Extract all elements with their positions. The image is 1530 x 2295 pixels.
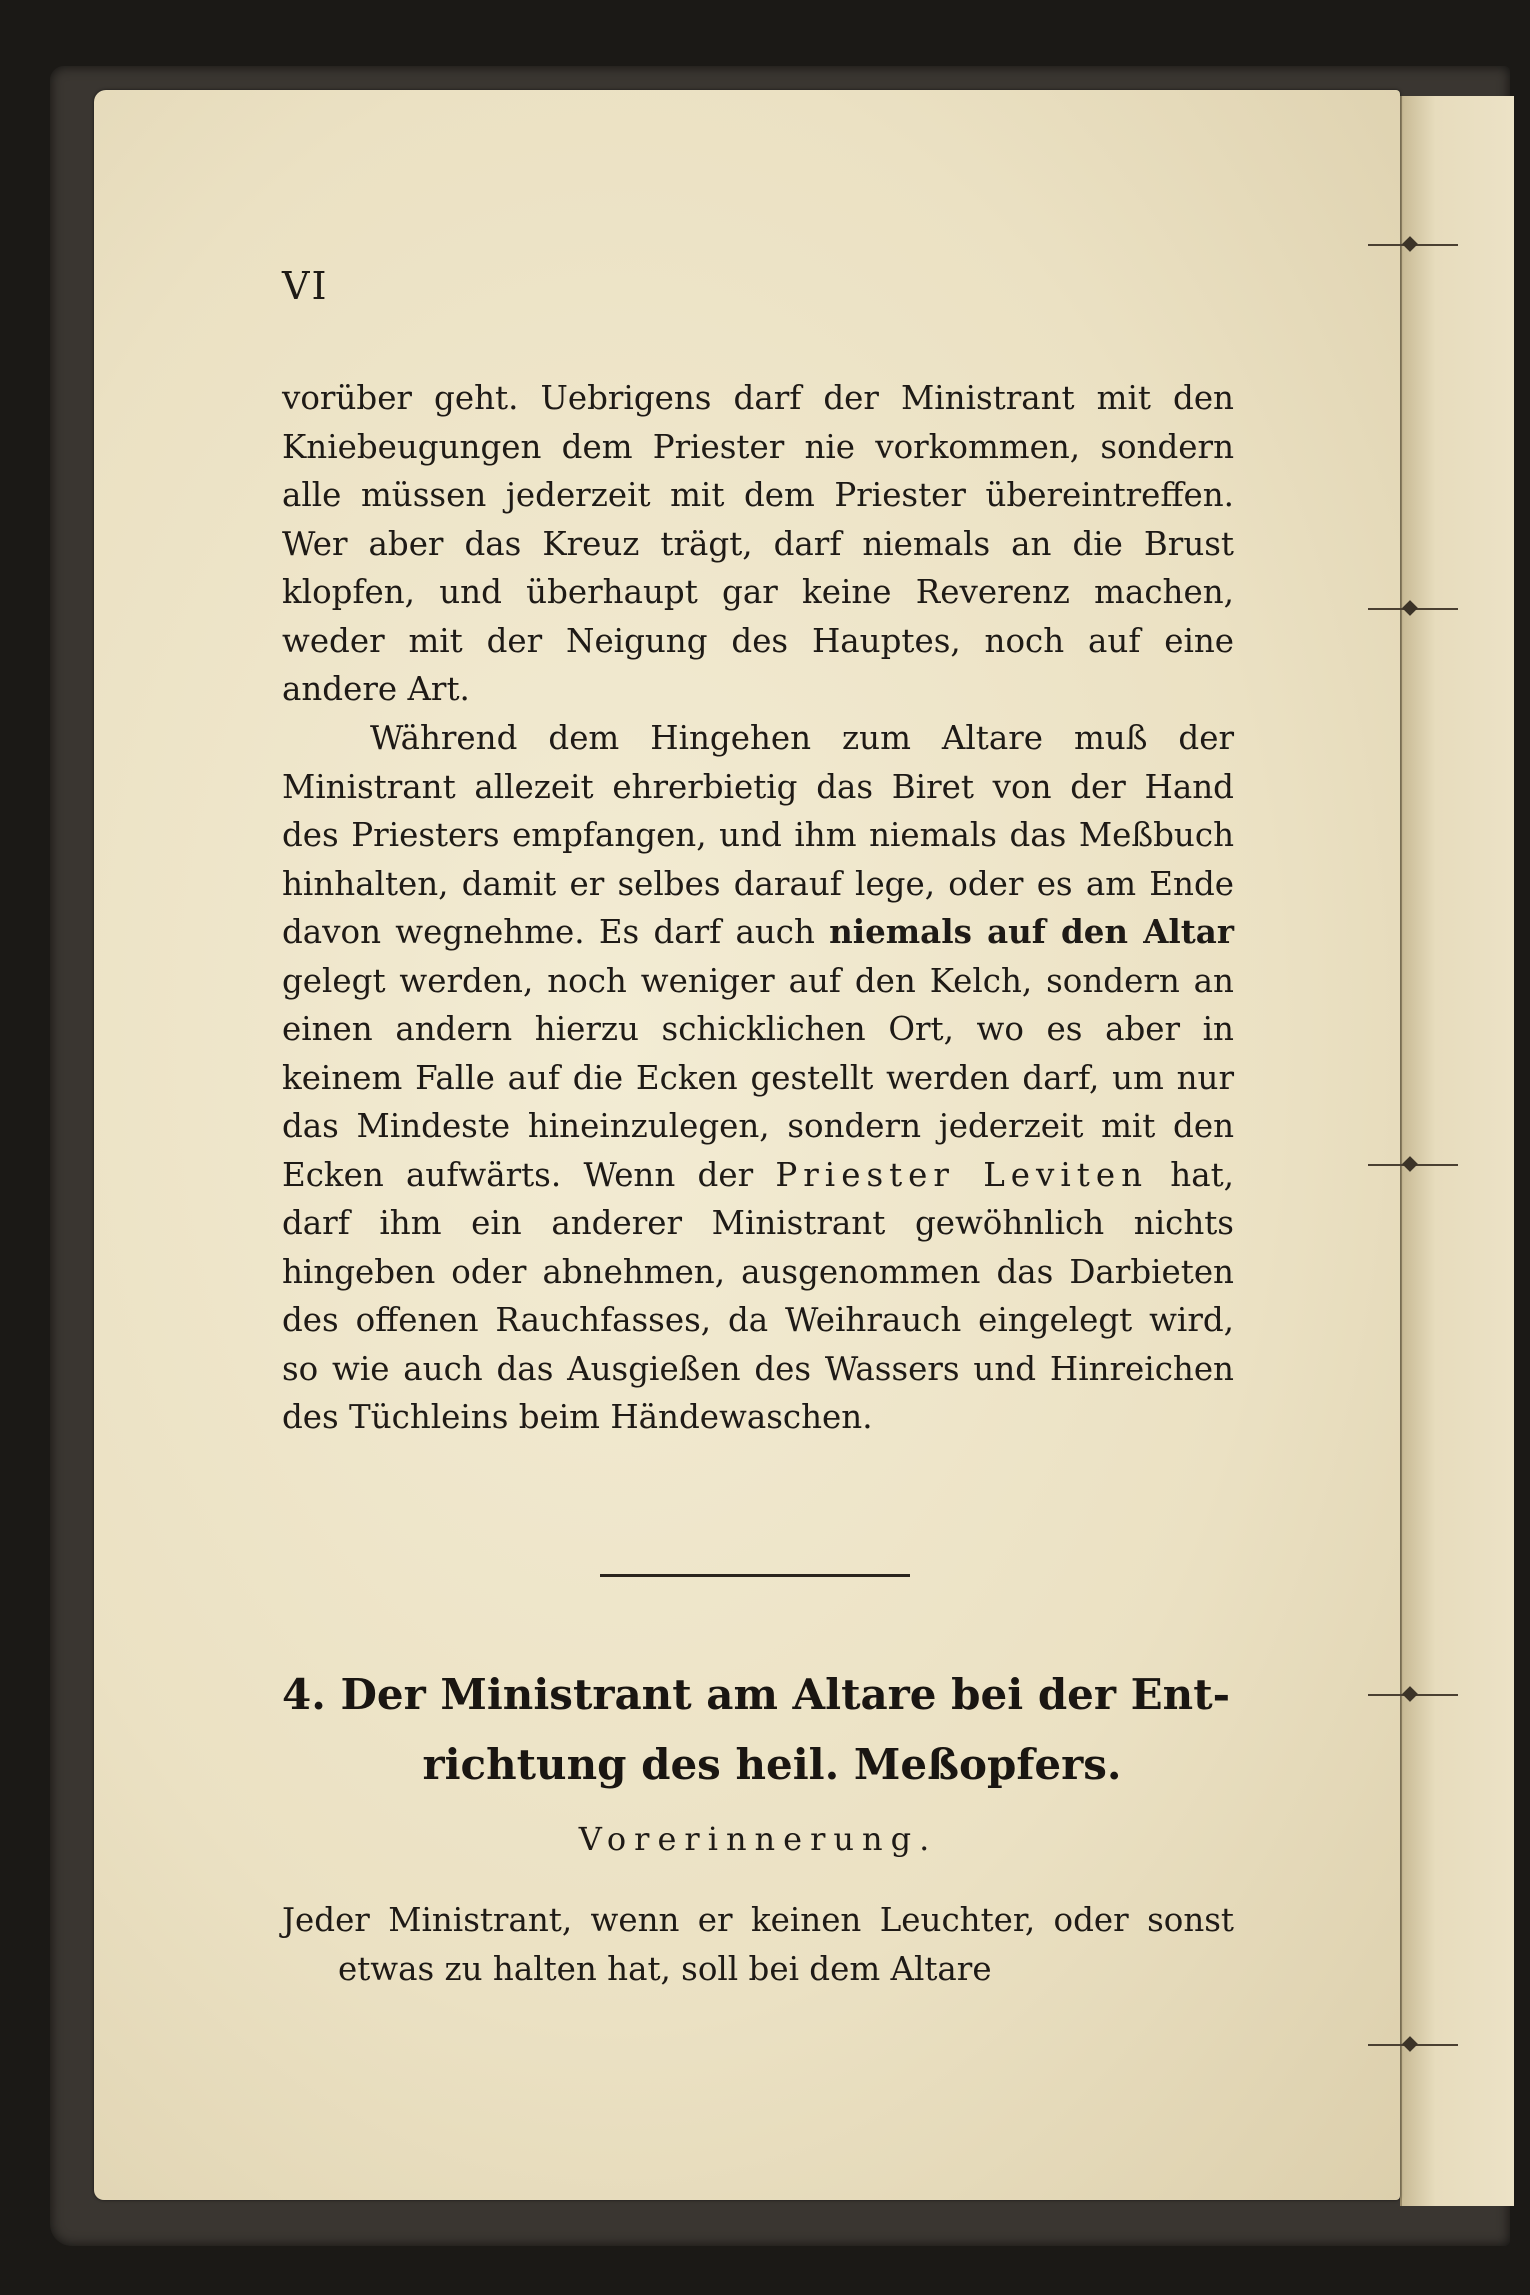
binding-stitch [1368,2036,1458,2054]
paragraph-text: sonst etwas zu halten hat, soll bei dem Altare [338,1901,1234,1988]
paragraph-text: Jeder Ministrant, wenn er keinen Leuchter, oder [282,1901,1129,1939]
page-number: VI [282,264,329,308]
paragraph-text: hat, darf ihm ein anderer Ministrant gewöhnlich nichts hingeben oder abnehmen, ausgenommen das Darbieten des offenen Rauchfasses, da Weihrauch eingelegt wird, so wie auch das Ausgießen des Wassers und Hinreichen des Tüchleins beim Händewaschen. [282,1155,1234,1436]
binding-stitch [1368,1156,1458,1174]
paragraph-biret [282,714,1234,1442]
section-heading-line: richtung des heil. Meßopfers. [422,1740,1122,1789]
section-divider [600,1574,910,1577]
paragraph-continuation [282,374,1234,714]
facing-page-edge [1400,96,1514,2206]
subheading: Vorerinnerung. [578,1820,938,1858]
paragraph-text: gelegt werden, noch weniger auf den Kelch, sondern an einen andern hierzu schicklichen Ort, wo es aber in keinem Falle auf die Ecken gestellt werden darf, um nur das Mindeste hineinzulegen, sondern jederzeit mit den Ecken aufwärts. Wenn der [282,961,1234,1194]
section-heading [282,1660,1242,1800]
emphasized-text: niemals auf den Altar [829,912,1234,951]
binding-stitch [1368,236,1458,254]
binding-stitch [1368,600,1458,618]
spaced-text: Priester Leviten [775,1155,1149,1194]
paragraph-text: Während dem Hingehen zum Altare muß der Ministrant allezeit ehrerbietig das Biret von der Hand des Priesters empfangen, und ihm niemals das Meßbuch hinhalten, damit er selbes darauf lege, oder es am Ende davon wegnehme. Es darf auch [282,719,1234,951]
paragraph-text: vorüber geht. Uebrigens darf der Ministrant mit den Kniebeugungen dem Priester nie vorkommen, sondern alle müssen jederzeit mit dem Priester übereintreffen. Wer aber das Kreuz trägt, darf niemals an die Brust klopfen, und überhaupt gar keine Reverenz machen, weder mit der Neigung des Hauptes, noch auf eine andere Art. [282,379,1234,708]
section-heading-line: 4. Der Ministrant am Altare bei der Ent- [282,1670,1231,1719]
binding-stitch [1368,1686,1458,1704]
paragraph-vorerinnerung [282,1896,1234,1993]
